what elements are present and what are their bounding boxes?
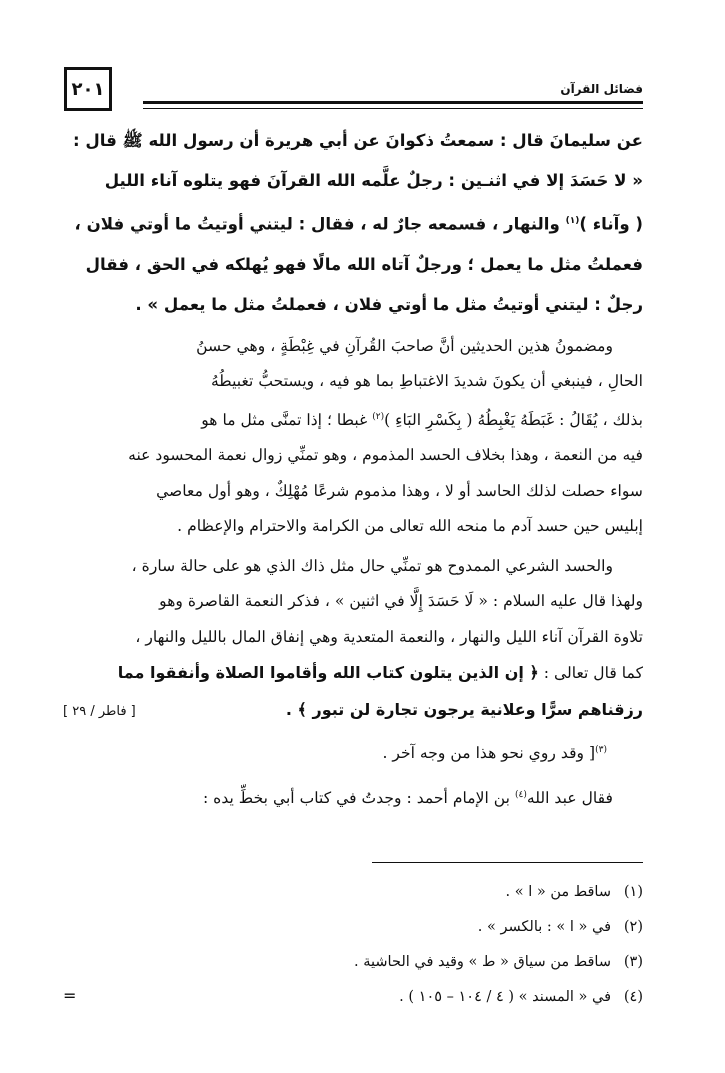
- text-line: عن سليمانَ قال : سمعتُ ذكوانَ عن أبي هريرة أن رسول الله ﷺ قال :: [72, 131, 643, 150]
- header-rule-thick: [143, 101, 643, 104]
- text-span: فقال عبد الله: [526, 789, 613, 808]
- text-line: فعملتُ مثل ما يعمل ؛ ورجلٌ آتاه الله مالًا فهو يُهلكه في الحق ، فقال: [85, 254, 643, 274]
- text-line: إبليس حين حسد آدم ما منحه الله تعالى من الكرامة والاحترام والإعظام .: [177, 517, 643, 536]
- quran-verse: رزقناهم سرًّا وعلانية يرجون تجارة لن تبور ﴾ .: [285, 699, 643, 719]
- text-line: سواء حصلت لذلك الحاسد أو لا ، وهذا مذموم شرعًا مُهْلِكٌ ، وهو أول معاصي: [156, 481, 643, 500]
- text-span: بن الإمام أحمد : وجدتُ في كتاب أبي بخطِّ يده :: [202, 789, 511, 808]
- footnote-text: ساقط من « ا » .: [505, 884, 611, 900]
- footnote-ref: (٣): [595, 745, 607, 756]
- text-line: فيه من النعمة ، وهذا بخلاف الحسد المذموم ، وهو تمنِّي زوال نعمة المحسود عنه: [128, 446, 643, 465]
- footnote-text: ساقط من سياق « ط » وقيد في الحاشية .: [354, 954, 611, 970]
- text-line: والحسد الشرعي الممدوح هو تمنِّي حال مثل ذاك الذي هو على حالة سارة ،: [131, 556, 613, 575]
- text-line: [63, 733, 643, 772]
- text-line: [63, 201, 643, 245]
- footnote-text: في « المسند » ( ٤ / ١٠٤ – ١٠٥ ) .: [399, 989, 611, 1005]
- text-line: [63, 692, 643, 730]
- page-number-box: [64, 67, 112, 111]
- quran-verse: ﴿ إن الذين يتلون كتاب الله وأقاموا الصلاة وأنفقوا مما: [117, 663, 539, 683]
- text-line: رجلٌ : ليتني أوتيتُ مثل ما أوتي فلان ، فعملتُ مثل ما يعمل » .: [135, 294, 643, 314]
- footnote-ref: (٤): [514, 789, 527, 800]
- text-span: كما قال تعالى :: [543, 664, 643, 683]
- footnote-number: (٣): [623, 954, 643, 970]
- footnote-rule: [372, 862, 643, 863]
- text-span: والنهار ، فسمعه جارٌ له ، فقال : ليتني أوتيتُ ما أوتي فلان ،: [74, 214, 560, 234]
- text-span: ( وآناء ): [579, 214, 643, 234]
- text-line: [63, 778, 643, 817]
- continuation-mark: =: [63, 986, 77, 1005]
- footnote-ref: (١): [565, 216, 580, 226]
- verse-reference: [ فاطر / ٢٩ ]: [63, 703, 136, 719]
- footnote: [63, 980, 643, 1015]
- text-line: ولهذا قال عليه السلام : « لَا حَسَدَ إِلَّا في اثنين » ، فذكر النعمة القاصرة وهو: [159, 592, 643, 611]
- text-line: [63, 400, 643, 439]
- text-line: الحالِ ، فينبغي أن يكونَ شديدَ الاغتباطِ بما هو فيه ، ويستحبُّ تغبيطُهُ: [210, 372, 643, 391]
- body-text: [63, 121, 643, 817]
- text-line: ومضمونُ هذين الحديثين أنَّ صاحبَ القُرآنِ في غِبْطَةٍ ، وهي حسنُ: [196, 336, 613, 355]
- text-span: غبطا ؛ إذا تمنَّى مثل ما هو: [201, 410, 368, 429]
- paragraph-praised-envy: [63, 549, 643, 730]
- footnote-ref: (٢): [372, 411, 385, 422]
- text-span: [ وقد روي نحو هذا من وجه آخر .: [382, 744, 596, 763]
- footnote-number: (٢): [623, 919, 643, 935]
- text-span: بذلك ، يُقَالُ : غَبَطَهُ يَغْبِطُهُ ( بِكَسْرِ البَاءِ ): [384, 410, 643, 429]
- footnote: [63, 945, 643, 980]
- running-title: فضائل القرآن: [560, 82, 643, 96]
- footnote: [63, 875, 643, 910]
- footnote-text: في « ا » : بالكسر » .: [477, 919, 611, 935]
- paragraph-hadith: [63, 121, 643, 325]
- footnote: [63, 910, 643, 945]
- footnote-number: (٤): [623, 989, 643, 1005]
- text-line: [63, 655, 643, 692]
- footnotes: [63, 875, 643, 1015]
- footnote-number: (١): [623, 884, 643, 900]
- page-number: ٢٠١: [71, 78, 105, 100]
- text-line: تلاوة القرآن آناء الليل والنهار ، والنعمة المتعدية وهي إنفاق المال بالليل والنهار ،: [135, 627, 643, 646]
- text-line: « لا حَسَدَ إلا في اثنـين : رجلٌ علَّمه الله القرآنَ فهو يتلوه آناء الليل: [104, 171, 643, 190]
- paragraph-commentary: [63, 329, 643, 545]
- header-rule-thin: [143, 108, 643, 109]
